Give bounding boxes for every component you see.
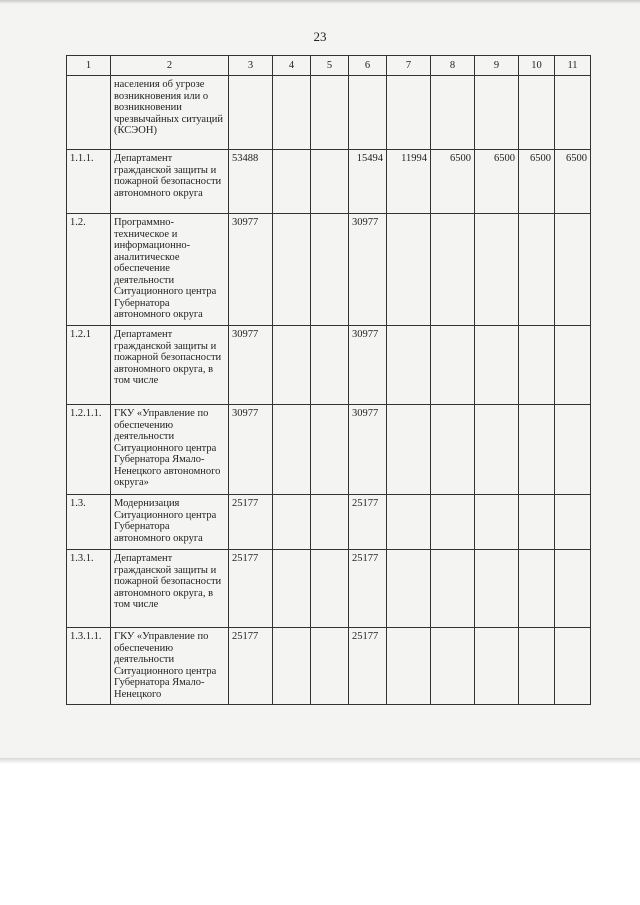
- cell-col6: 30977: [349, 214, 387, 326]
- cell-col10: [519, 405, 555, 495]
- row-name: Программно-техническое и информационно-аналитическое обеспечение деятельности Ситуационного центра Губернатора автономного округа: [111, 214, 229, 326]
- table-row: [67, 550, 591, 628]
- cell-col10: [519, 495, 555, 550]
- cell-col7: [387, 405, 431, 495]
- table-row: [67, 405, 591, 495]
- cell-col5: [311, 405, 349, 495]
- cell-col5: [311, 495, 349, 550]
- cell-col4: [273, 628, 311, 705]
- cell-col9: [475, 405, 519, 495]
- cell-col5: [311, 214, 349, 326]
- cell-col4: [273, 405, 311, 495]
- cell-col8: [431, 76, 475, 150]
- cell-col9: [475, 628, 519, 705]
- table-row: [67, 326, 591, 405]
- cell-col6: 30977: [349, 405, 387, 495]
- row-name: Департамент гражданской защиты и пожарной безопасности автономного округа, в том числе: [111, 326, 229, 405]
- cell-col7: [387, 214, 431, 326]
- cell-col6: 25177: [349, 550, 387, 628]
- cell-col3: 53488: [229, 150, 273, 214]
- cell-col6: [349, 76, 387, 150]
- cell-col10: [519, 550, 555, 628]
- cell-col10: [519, 214, 555, 326]
- scan-bottom-edge: [0, 758, 640, 764]
- program-funding-table: [66, 55, 591, 705]
- header-cell: 4: [273, 56, 311, 76]
- cell-col3: 25177: [229, 550, 273, 628]
- scan-top-edge: [0, 0, 640, 4]
- cell-col8: 6500: [431, 150, 475, 214]
- cell-col6: 30977: [349, 326, 387, 405]
- cell-col10: [519, 628, 555, 705]
- cell-col7: [387, 326, 431, 405]
- table-row: [67, 214, 591, 326]
- cell-col10: [519, 76, 555, 150]
- cell-col9: [475, 214, 519, 326]
- header-cell: 2: [111, 56, 229, 76]
- header-cell: 10: [519, 56, 555, 76]
- header-cell: 1: [67, 56, 111, 76]
- cell-col7: 11994: [387, 150, 431, 214]
- cell-col4: [273, 495, 311, 550]
- row-name: ГКУ «Управление по обеспечению деятельности Ситуационного центра Губернатора Ямало-Ненецкого: [111, 628, 229, 705]
- table-row: [67, 495, 591, 550]
- cell-col11: [555, 326, 591, 405]
- cell-col11: [555, 628, 591, 705]
- cell-col7: [387, 76, 431, 150]
- cell-col4: [273, 150, 311, 214]
- cell-col4: [273, 326, 311, 405]
- row-name: Департамент гражданской защиты и пожарной безопасности автономного округа, в том числе: [111, 550, 229, 628]
- cell-col8: [431, 550, 475, 628]
- row-code: 1.1.1.: [67, 150, 111, 214]
- cell-col5: [311, 150, 349, 214]
- row-code: 1.2.1: [67, 326, 111, 405]
- table-row: [67, 628, 591, 705]
- cell-col11: 6500: [555, 150, 591, 214]
- cell-col4: [273, 214, 311, 326]
- header-cell: 5: [311, 56, 349, 76]
- cell-col8: [431, 405, 475, 495]
- table-row: [67, 76, 591, 150]
- cell-col10: 6500: [519, 150, 555, 214]
- row-name: ГКУ «Управление по обеспечению деятельности Ситуационного центра Губернатора Ямало-Ненецкого автономного округа»: [111, 405, 229, 495]
- cell-col3: 30977: [229, 405, 273, 495]
- row-name: населения об угрозе возникновения или о возникновении чрезвычайных ситуаций (КСЭОН): [111, 76, 229, 150]
- cell-col3: 30977: [229, 214, 273, 326]
- cell-col7: [387, 628, 431, 705]
- header-cell: 3: [229, 56, 273, 76]
- cell-col8: [431, 495, 475, 550]
- cell-col8: [431, 214, 475, 326]
- cell-col11: [555, 495, 591, 550]
- cell-col9: [475, 326, 519, 405]
- row-code: 1.2.1.1.: [67, 405, 111, 495]
- table-row: [67, 150, 591, 214]
- cell-col9: 6500: [475, 150, 519, 214]
- row-name: Модернизация Ситуационного центра Губернатора автономного округа: [111, 495, 229, 550]
- row-code: 1.3.1.1.: [67, 628, 111, 705]
- row-code: 1.2.: [67, 214, 111, 326]
- table-header-row: [67, 56, 591, 76]
- cell-col8: [431, 326, 475, 405]
- cell-col3: 25177: [229, 495, 273, 550]
- row-code: [67, 76, 111, 150]
- row-code: 1.3.1.: [67, 550, 111, 628]
- cell-col11: [555, 405, 591, 495]
- cell-col3: 25177: [229, 628, 273, 705]
- cell-col11: [555, 550, 591, 628]
- page-number: 23: [313, 29, 327, 44]
- cell-col5: [311, 628, 349, 705]
- cell-col5: [311, 550, 349, 628]
- cell-col10: [519, 326, 555, 405]
- cell-col3: [229, 76, 273, 150]
- header-cell: 8: [431, 56, 475, 76]
- cell-col9: [475, 495, 519, 550]
- cell-col7: [387, 495, 431, 550]
- header-cell: 9: [475, 56, 519, 76]
- header-cell: 7: [387, 56, 431, 76]
- header-cell: 6: [349, 56, 387, 76]
- row-name: Департамент гражданской защиты и пожарной безопасности автономного округа: [111, 150, 229, 214]
- cell-col4: [273, 550, 311, 628]
- cell-col7: [387, 550, 431, 628]
- cell-col8: [431, 628, 475, 705]
- cell-col11: [555, 76, 591, 150]
- cell-col5: [311, 76, 349, 150]
- cell-col6: 25177: [349, 495, 387, 550]
- cell-col6: 25177: [349, 628, 387, 705]
- cell-col11: [555, 214, 591, 326]
- cell-col4: [273, 76, 311, 150]
- cell-col5: [311, 326, 349, 405]
- header-cell: 11: [555, 56, 591, 76]
- cell-col9: [475, 550, 519, 628]
- cell-col6: 15494: [349, 150, 387, 214]
- row-code: 1.3.: [67, 495, 111, 550]
- cell-col9: [475, 76, 519, 150]
- cell-col3: 30977: [229, 326, 273, 405]
